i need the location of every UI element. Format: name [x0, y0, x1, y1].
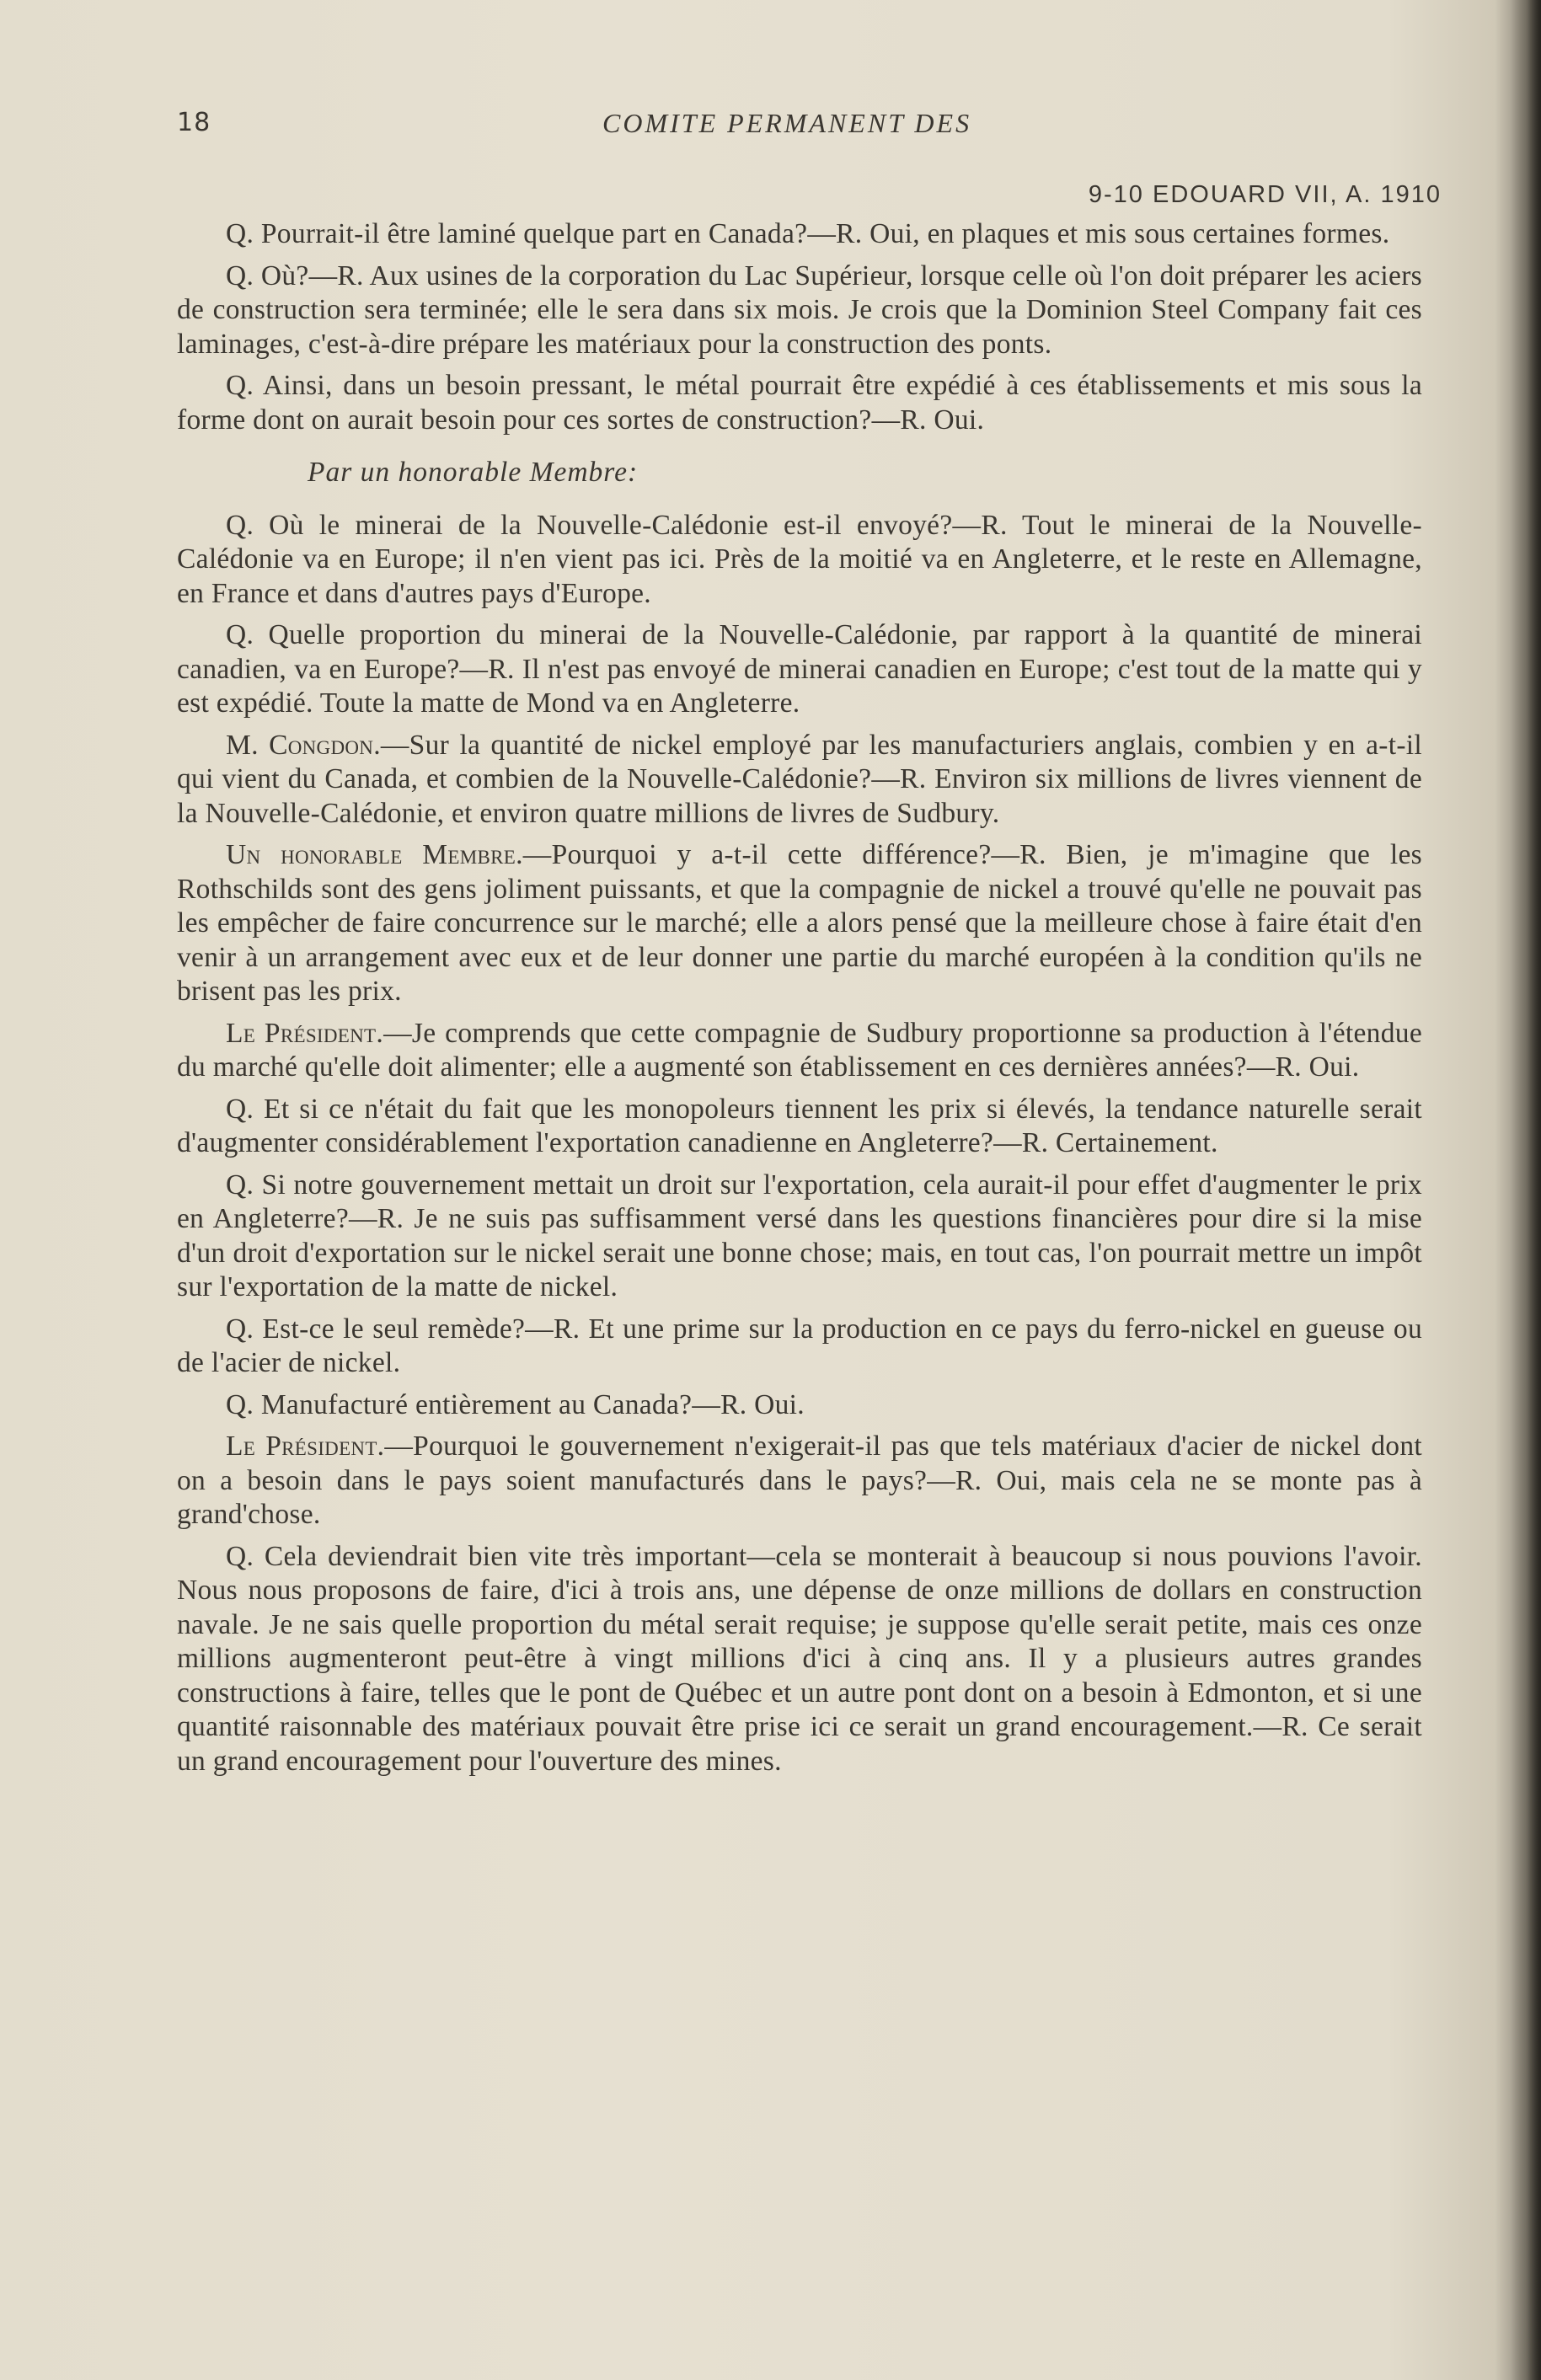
paragraph: Q. Pourrait-il être laminé quelque part en Canada?—R. Oui, en plaques et mis sous certaines formes. — [226, 218, 1390, 249]
paragraph: Q. Ainsi, dans un besoin pressant, le métal pourrait être expédié à ces établissements et mis sous la forme dont on aurait besoin pour ces sortes de construction?—R. Oui. — [177, 370, 1422, 436]
page-number: 18 — [177, 108, 211, 137]
paragraph: Q. Est-ce le seul remède?—R. Et une prime sur la production en ce pays du ferro-nickel en gueuse ou de l'acier de nickel. — [177, 1313, 1422, 1378]
paragraph: Q. Quelle proportion du minerai de la Nouvelle-Calédonie, par rapport à la quantité de minerai canadien, va en Europe?—R. Il n'est pas envoyé de minerai canadien en Europe; c'est tout de la matte qui y est expédié. Toute la matte de Mond va en Angleterre. — [177, 619, 1422, 719]
section-heading: Par un honorable Membre: — [308, 457, 639, 488]
paragraph: Le Président.—Pourquoi le gouvernement n'exigerait-il pas que tels matériaux d'acier de nickel dont on a besoin dans le pays soient manufacturés dans le pays?—R. Oui, mais cela ne se monte pas à grand'chose. — [177, 1431, 1422, 1530]
paragraph: Q. Et si ce n'était du fait que les monopoleurs tiennent les prix si élevés, la tendance naturelle serait d'augmenter considérablement l'exportation canadienne en Angleterre?—R. Certainement. — [177, 1093, 1422, 1158]
paragraph: Q. Où?—R. Aux usines de la corporation du Lac Supérieur, lorsque celle où l'on doit préparer les aciers de construction sera terminée; elle le sera dans six mois. Je crois que la Dominion Steel Company fait ces laminages, c'est-à-dire prépare les matériaux pour la construction des ponts. — [177, 259, 1422, 360]
page-edge-shadow — [1511, 0, 1541, 2380]
paragraph: Q. Si notre gouvernement mettait un droit sur l'exportation, cela aurait-il pour effet d'augmenter le prix en Angleterre?—R. Je ne suis pas suffisamment versé dans les questions financières pour dire si la mise d'un droit d'exportation sur le nickel serait une bonne chose; mais, en tout cas, l'on pourrait mettre un impôt sur l'exportation de la matte de nickel. — [177, 1169, 1422, 1302]
body-text — [177, 217, 1422, 1778]
paragraph: M. Congdon.—Sur la quantité de nickel employé par les manufacturiers anglais, combien y en a-t-il qui vient du Canada, et combien de la Nouvelle-Calédonie?—R. Environ six millions de livres viennent de la Nouvelle-Calédonie, et environ quatre millions de livres de Sudbury. — [177, 729, 1422, 829]
speaker-name: Le Président. — [226, 1017, 384, 1049]
page-header — [177, 108, 1441, 142]
speaker-name: M. Congdon. — [226, 729, 381, 761]
speaker-name: Le Président. — [226, 1431, 385, 1462]
paragraph: Q. Où le minerai de la Nouvelle-Calédonie est-il envoyé?—R. Tout le minerai de la Nouvelle-Calédonie va en Europe; il n'en vient pas ici. Près de la moitié va en Angleterre, et le reste en Allemagne, en France et dans d'autres pays d'Europe. — [177, 509, 1422, 609]
paragraph: Le Président.—Je comprends que cette compagnie de Sudbury proportionne sa production à l'étendue du marché qu'elle doit alimenter; elle a augmenté son établissement en ces dernières années?—R. Oui. — [177, 1017, 1422, 1083]
paragraph: Q. Manufacturé entièrement au Canada?—R. Oui. — [226, 1388, 805, 1420]
running-title: COMITE PERMANENT DES — [602, 108, 972, 138]
paragraph: Q. Cela deviendrait bien vite très important—cela se monterait à beaucoup si nous pouvions l'avoir. Nous nous proposons de faire, d'ici à trois ans, une dépense de onze millions de dollars en construction navale. Je ne sais quelle proportion du métal serait requise; je suppose qu'elle serait petite, mais ces onze millions augmenteront peut-être à vingt millions d'ici à cinq ans. Il y a plusieurs autres grandes constructions à faire, telles que le pont de Québec et un autre pont dont on a besoin à Edmonton, et si une quantité raisonnable des matériaux pouvait être prise ici ce serait un grand encouragement.—R. Ce serait un grand encouragement pour l'ouverture des mines. — [177, 1540, 1422, 1777]
session-reference: 9-10 EDOUARD VII, A. 1910 — [1088, 181, 1442, 208]
paragraph: Un honorable Membre.—Pourquoi y a-t-il cette différence?—R. Bien, je m'imagine que les Rothschilds sont des gens joliment puissants, et que la compagnie de nickel a trouvé qu'elle ne pouvait pas les empêcher de faire concurrence sur le marché; elle a alors pensé que la meilleure chose à faire était d'en venir à un arrangement avec eux et de leur donner une partie du marché européen à la condition qu'ils ne brisent pas les prix. — [177, 839, 1423, 1007]
speaker-name: Un honorable Membre. — [226, 839, 523, 870]
